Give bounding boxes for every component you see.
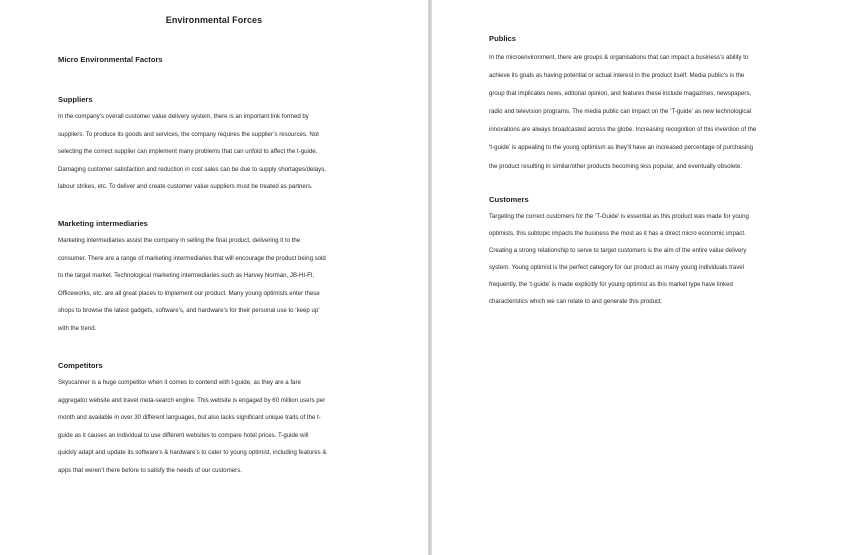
text-line: Creating a strong relationship to serve to target customers is the aim of the entire value delivery [489, 247, 747, 254]
text-line: ‘t-guide’ is appealing to the young optimism as they’ll have an increased percentage of purchasing [489, 144, 753, 152]
paragraph-publics [489, 55, 756, 182]
text-line: with the trend. [58, 324, 97, 332]
text-line: achieve its goals as having potential or actual interest in the product itself. Media public’s is the [489, 72, 745, 80]
text-line: frequently, the ‘t-guide’ is made explicitly for young optimist as this market type have linked [489, 281, 733, 288]
text-line: selecting the correct supplier can implement many problems that can unfold to affect the t-guide. [58, 148, 318, 156]
document-title: Environmental Forces [165, 15, 263, 25]
text-line: In the microenvironment, there are groups & organisations that can impact a business’s ability to [489, 54, 749, 61]
text-line: month and available in over 30 different languages, but also lacks significant unique traits of the t- [58, 414, 321, 422]
paragraph-competitors [58, 380, 326, 486]
text-line: In the company’s overall customer value delivery system, there is an important link formed by [58, 113, 309, 120]
text-line: consumer. There are a range of marketing intermediaries that will encourage the product being sold [58, 254, 326, 262]
heading-marketing-intermediaries: Marketing intermediaries [58, 219, 148, 228]
text-line: aggregator website and travel meta-search engine. This website is engaged by 60 million users per [58, 396, 326, 404]
text-line: Officeworks, etc. are all great places to implement our product. Many young optimists enter these [58, 289, 320, 297]
text-line: shops to browse the latest gadgets, software’s, and hardware’s for their personal use to ‘keep up’ [58, 307, 320, 315]
heading-suppliers: Suppliers [58, 95, 93, 104]
heading-competitors: Competitors [58, 361, 103, 370]
paragraph-marketing-intermediaries [58, 238, 326, 344]
text-line: guide as it causes an individual to use different websites to compare hotel prices. T-guide will [58, 431, 309, 439]
text-line: system. Young optimist is the perfect category for our product as many young individuals travel [489, 264, 745, 271]
text-line: group that implicates news, editorial opinion, and features these include magazines, newspapers, [489, 90, 752, 98]
text-line: Targeting the correct customers for the ‘T-Guide’ is essential as this product was made for young [489, 213, 749, 220]
document-page-right [432, 0, 854, 555]
text-line: quickly adapt and update its software’s & hardware’s to cater to young optimist, including features & [58, 449, 327, 457]
text-line: characteristics which we can relate to and generate this product. [489, 298, 663, 305]
text-line: Skyscanner is a huge competitor when it comes to contend with t-guide, as they are a fare [58, 379, 301, 386]
paragraph-customers [489, 214, 749, 316]
heading-customers: Customers [489, 195, 529, 204]
heading-publics: Publics [489, 34, 517, 43]
text-line: radio and television programs. The media public can impact on the ‘T-guide’ as new technological [489, 108, 752, 116]
text-line: suppliers. To produce its goods and services, the company requires the supplier’s resources. Not [58, 130, 319, 138]
text-line: optimists, this subtopic impacts the business the most as it has a direct micro economic impact. [489, 230, 746, 237]
text-line: labour strikes, etc. To deliver and create customer value suppliers must be treated as partners. [58, 183, 313, 191]
text-line: to the target market. Technological marketing intermediaries such as Harvey Norman, JB-HI-FI, [58, 272, 315, 280]
text-line: the product resulting in similar/other products becoming less popular, and eventually obsolete. [489, 162, 743, 170]
text-line: apps that weren’t there before to satisfy the needs of our customers. [58, 466, 242, 474]
text-line: Damaging customer satisfaction and reduction in cost sales can be due to supply shortages/delays, [58, 165, 326, 173]
text-line: Marketing intermediaries assist the company in selling the final product, delivering it to the [58, 237, 301, 244]
section-heading-micro-environmental: Micro Environmental Factors [58, 55, 163, 64]
text-line: innovations are always broadcasted across the globe. Increasing recognition of this invention of the [489, 126, 757, 134]
paragraph-suppliers [58, 114, 326, 202]
